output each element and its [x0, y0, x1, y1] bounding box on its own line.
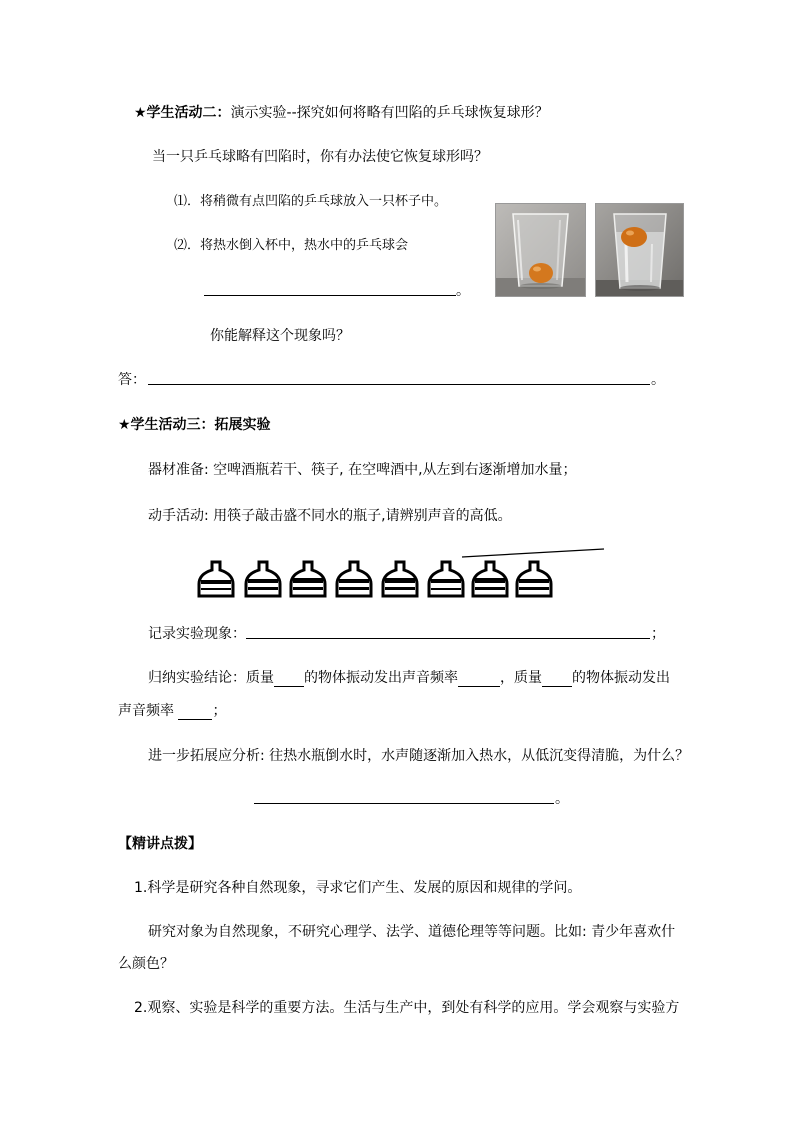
conclusion-blank-1[interactable] — [274, 672, 304, 687]
activity3-record-label: 记录实验现象： — [148, 626, 246, 642]
activity2-heading — [134, 104, 549, 122]
activity2-heading-star: ★学生活动二： — [134, 105, 231, 121]
chopstick — [462, 549, 604, 557]
bottles-illustration — [190, 544, 610, 600]
bottle-5 — [383, 562, 417, 596]
activity2-period: 。 — [456, 283, 470, 299]
activity2-step2: ⑵．将热水倒入杯中，热水中的乒乓球会 — [174, 238, 409, 253]
bottle-8 — [517, 562, 551, 596]
cup-photo-ball-sunk — [495, 203, 586, 297]
activity3-materials: 器材准备: 空啤酒瓶若干、筷子, 在空啤酒中,从左到右逐渐增加水量； — [148, 462, 577, 478]
cup-image-1 — [496, 204, 585, 296]
activity3-hands-on: 动手活动: 用筷子敲击盛不同水的瓶子,请辨别声音的高低。 — [148, 508, 512, 524]
activity2-heading-text: 演示实验--探究如何将略有凹陷的乒乓球恢复球形？ — [230, 105, 549, 121]
summary-point-1-detail: 研究对象为自然现象，不研究心理学、法学、道德伦理等等问题。比如: 青少年喜欢什 — [148, 924, 676, 940]
activity3-further: 进一步拓展应分析: 往热水瓶倒水时，水声随逐渐加入热水，从低沉变得清脆，为什么？ — [148, 748, 690, 764]
conclusion-part-d: 的物体振动发出 — [572, 670, 670, 686]
bottle-4 — [337, 562, 371, 596]
conclusion-part-f: ； — [212, 703, 227, 719]
summary-point-2: 2.观察、实验是科学的重要方法。生活与生产中，到处有科学的应用。学会观察与实验方 — [134, 1000, 680, 1016]
conclusion-part-b: 的物体振动发出声音频率 — [304, 670, 458, 686]
conclusion-blank-4[interactable] — [178, 705, 212, 720]
bottle-3 — [291, 562, 325, 596]
conclusion-part-e: 声音频率 — [118, 703, 174, 719]
cup-photo-ball-floating — [595, 203, 684, 297]
bottle-1 — [199, 562, 233, 596]
activity2-explain-question: 你能解释这个现象吗？ — [210, 328, 350, 344]
conclusion-part-a: 归纳实验结论：质量 — [148, 670, 274, 686]
summary-point-1: 1.科学是研究各种自然现象，寻求它们产生、发展的原因和规律的学问。 — [134, 880, 582, 896]
activity3-record-line[interactable] — [246, 638, 650, 639]
bottle-7 — [473, 562, 507, 596]
activity2-step1: ⑴．将稍微有点凹陷的乒乓球放入一只杯子中。 — [174, 194, 448, 209]
activity3-conclusion-line1 — [148, 669, 670, 687]
activity3-record-end: ； — [651, 626, 665, 642]
activity2-blank-line[interactable] — [204, 295, 456, 296]
conclusion-blank-2[interactable] — [458, 672, 500, 687]
bottle-2 — [246, 562, 280, 596]
bottle-6 — [429, 562, 463, 596]
activity3-heading: ★学生活动三：拓展实验 — [118, 417, 271, 433]
conclusion-part-c: ，质量 — [500, 670, 542, 686]
activity2-answer-end: 。 — [651, 372, 665, 388]
activity2-question: 当一只乒乓球略有凹陷时，你有办法使它恢复球形吗？ — [152, 149, 488, 165]
activity3-further-end: 。 — [555, 791, 569, 807]
summary-heading: 【精讲点拨】 — [118, 836, 202, 852]
activity2-answer-line[interactable] — [148, 384, 650, 385]
activity2-answer-label: 答： — [118, 372, 146, 388]
activity3-further-line[interactable] — [254, 803, 554, 804]
activity3-conclusion-line2 — [118, 702, 226, 720]
summary-point-1-detail-cont: 么颜色？ — [118, 956, 174, 972]
conclusion-blank-3[interactable] — [542, 672, 572, 687]
cup-image-2 — [596, 204, 683, 296]
